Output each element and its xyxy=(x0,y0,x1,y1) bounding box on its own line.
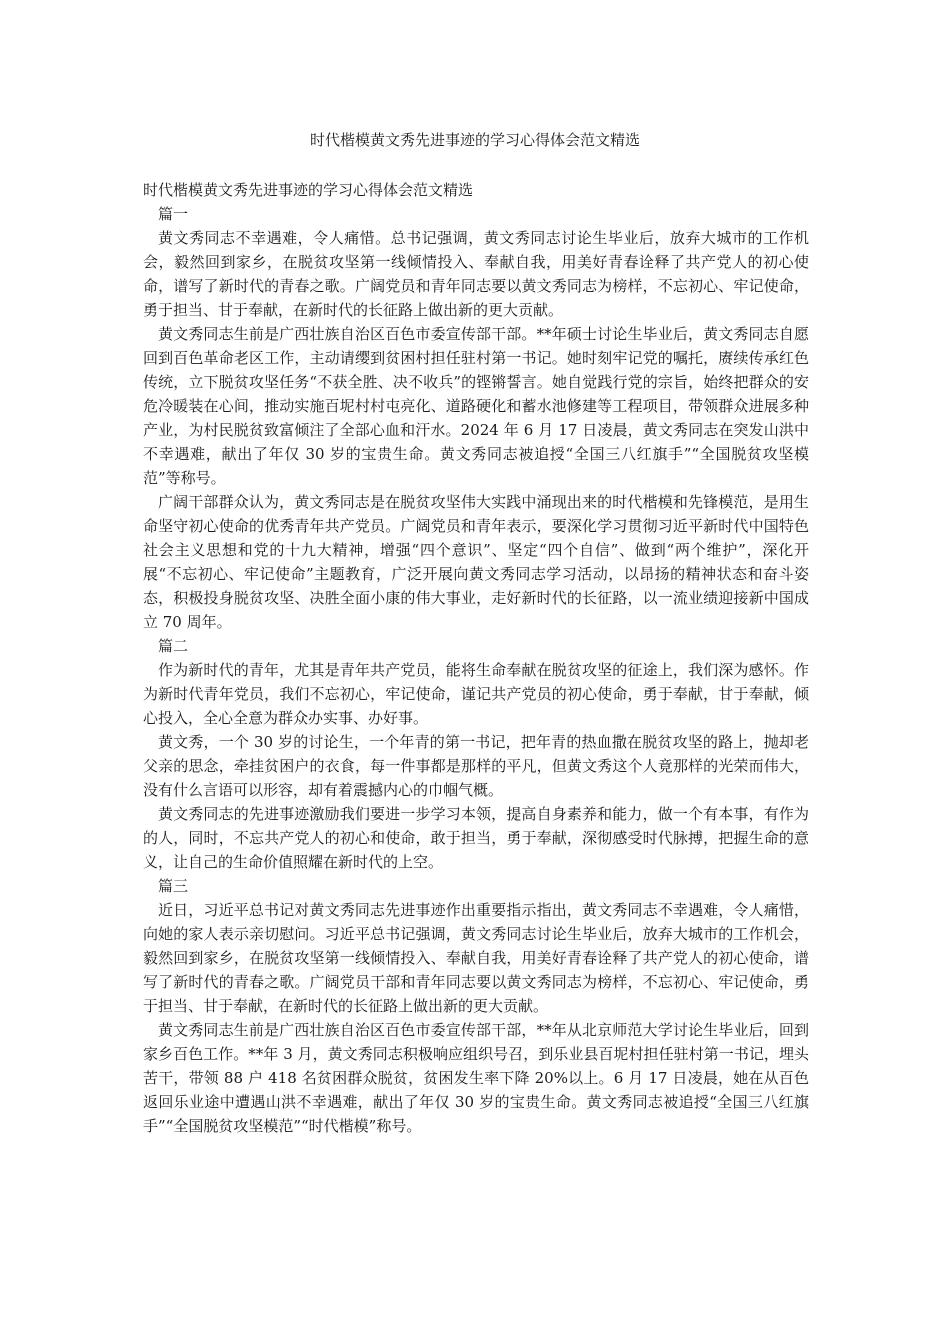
document-body xyxy=(143,178,809,1138)
section-heading: 篇三 xyxy=(158,877,189,895)
document-subtitle: 时代楷模黄文秀先进事迹的学习心得体会范文精选 xyxy=(143,181,474,199)
paragraph: 近日，习近平总书记对黄文秀同志先进事迹作出重要指示指出，黄文秀同志不幸遇难，令人痛惜，向她的家人表示亲切慰问。习近平总书记强调，黄文秀同志讨论生毕业后，放弃大城市的工作机会，毅然回到家乡，在脱贫攻坚第一线倾情投入、奉献自我，用美好青春诠释了共产党人的初心使命，谱写了新时代的青春之歌。广阔党员干部和青年同志要以黄文秀同志为榜样，不忘初心、牢记使命，勇于担当、甘于奉献，在新时代的长征路上做出新的更大贡献。 xyxy=(143,901,809,1015)
paragraph: 黄文秀，一个 30 岁的讨论生，一个年青的第一书记，把年青的热血撒在脱贫攻坚的路上，抛却老父亲的思念，牵挂贫困户的衣食，每一件事都是那样的平凡，但黄文秀这个人竟那样的光荣而伟大，没有什么言语可以形容，却有着震撼内心的巾帼气概。 xyxy=(143,733,809,799)
document-title: 时代楷模黄文秀先进事迹的学习心得体会范文精选 xyxy=(309,131,640,149)
paragraph: 黄文秀同志的先进事迹激励我们要进一步学习本领，提高自身素养和能力，做一个有本事，有作为的人，同时，不忘共产党人的初心和使命，敢于担当，勇于奉献，深彻感受时代脉搏，把握生命的意义，让自己的生命价值照耀在新时代的上空。 xyxy=(143,805,809,871)
paragraph: 黄文秀同志生前是广西壮族自治区百色市委宣传部干部。**年硕士讨论生毕业后，黄文秀同志自愿回到百色革命老区工作，主动请缨到贫困村担任驻村第一书记。她时刻牢记党的嘱托，赓续传承红色传统，立下脱贫攻坚任务“不获全胜、决不收兵”的铿锵誓言。她自觉践行党的宗旨，始终把群众的安危冷暖装在心间，推动实施百坭村村屯亮化、道路硬化和蓄水池修建等工程项目，带领群众进展多种产业，为村民脱贫致富倾注了全部心血和汗水。2024 年 6 月 17 日凌晨，黄文秀同志在突发山洪中不幸遇难，献出了年仅 30 岁的宝贵生命。黄文秀同志被追授“全国三八红旗手”“全国脱贫攻坚模范”等称号。 xyxy=(143,325,809,487)
paragraph: 广阔干部群众认为，黄文秀同志是在脱贫攻坚伟大实践中涌现出来的时代楷模和先锋模范，是用生命坚守初心使命的优秀青年共产党员。广阔党员和青年表示，要深化学习贯彻习近平新时代中国特色社会主义思想和党的十九大精神，增强“四个意识”、坚定“四个自信”、做到“两个维护”，深化开展“不忘初心、牢记使命”主题教育，广泛开展向黄文秀同志学习活动，以昂扬的精神状态和奋斗姿态，积极投身脱贫攻坚、决胜全面小康的伟大事业，走好新时代的长征路，以一流业绩迎接新中国成立 70 周年。 xyxy=(143,493,809,631)
paragraph: 作为新时代的青年，尤其是青年共产党员，能将生命奉献在脱贫攻坚的征途上，我们深为感怀。作为新时代青年党员，我们不忘初心，牢记使命，谨记共产党员的初心使命，勇于奉献，甘于奉献，倾心投入，全心全意为群众办实事、办好事。 xyxy=(143,661,809,727)
paragraph: 黄文秀同志不幸遇难，令人痛惜。总书记强调，黄文秀同志讨论生毕业后，放弃大城市的工作机会，毅然回到家乡，在脱贫攻坚第一线倾情投入、奉献自我，用美好青春诠释了共产党人的初心使命，谱写了新时代的青春之歌。广阔党员和青年同志要以黄文秀同志为榜样，不忘初心、牢记使命，勇于担当、甘于奉献，在新时代的长征路上做出新的更大贡献。 xyxy=(143,229,809,319)
section-heading: 篇一 xyxy=(158,205,189,223)
section-heading: 篇二 xyxy=(158,637,189,655)
paragraph: 黄文秀同志生前是广西壮族自治区百色市委宣传部干部，**年从北京师范大学讨论生毕业后，回到家乡百色工作。**年 3 月，黄文秀同志积极响应组织号召，到乐业县百坭村担任驻村第一书记，埋头苦干，带领 88 户 418 名贫困群众脱贫，贫困发生率下降 20%以上。6 月 17 日凌晨，她在从百色返回乐业途中遭遇山洪不幸遇难，献出了年仅 30 岁的宝贵生命。黄文秀同志被追授“全国三八红旗手”“全国脱贫攻坚模范”“时代楷模”称号。 xyxy=(143,1021,809,1135)
